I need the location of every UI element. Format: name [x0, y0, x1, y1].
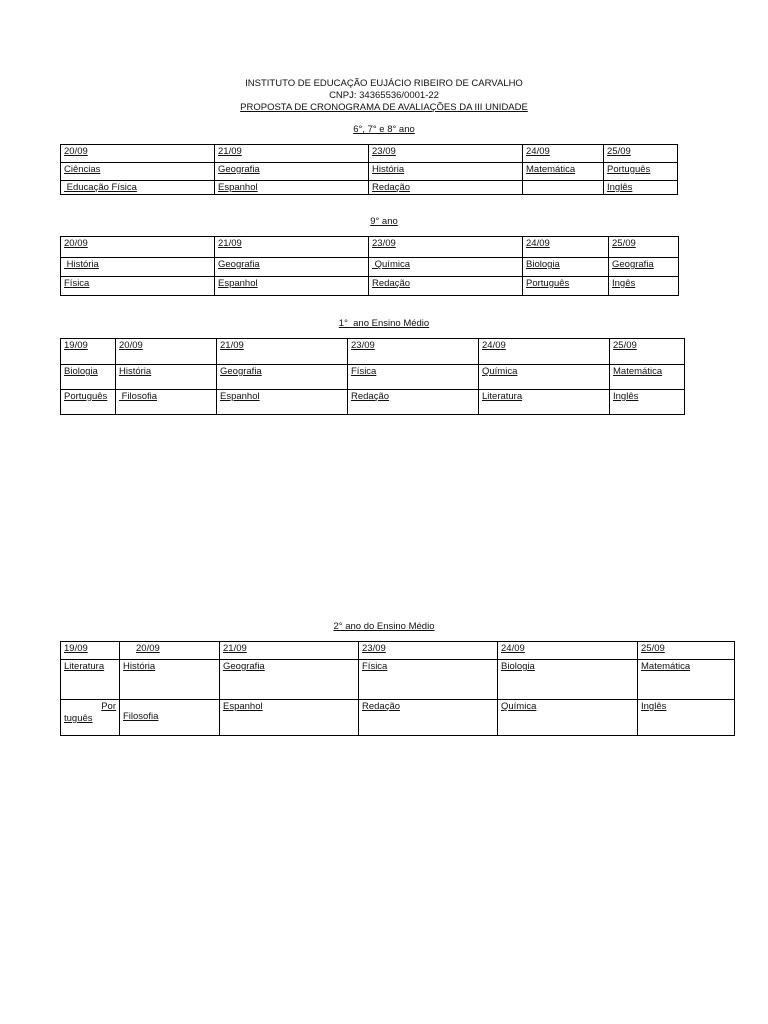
- schedule-table-2-em: [60, 641, 735, 736]
- date-cell: 23/09: [369, 145, 523, 163]
- date-cell: 25/09: [610, 339, 685, 365]
- date-cell: 21/09: [220, 642, 359, 660]
- date-cell: 19/09: [61, 642, 120, 660]
- subject-cell: Química: [479, 365, 610, 390]
- subject-cell: Filosofia: [120, 700, 220, 736]
- subject-cell: Português: [523, 277, 609, 296]
- date-cell: 21/09: [217, 339, 348, 365]
- subject-cell: Geografia: [217, 365, 348, 390]
- caption-6-7-8-ano: 6°, 7° e 8° ano: [353, 124, 415, 135]
- table-row: [61, 258, 679, 277]
- subject-cell: Espanhol: [215, 181, 369, 195]
- date-cell: 24/09: [523, 237, 609, 258]
- table-row: [61, 365, 685, 390]
- subject-cell: Português: [61, 390, 116, 415]
- date-cell: 23/09: [348, 339, 479, 365]
- institution-name: INSTITUTO DE EDUCAÇÃO EUJÁCIO RIBEIRO DE CARVALHO: [245, 78, 523, 89]
- subject-cell: Matemática: [638, 660, 735, 700]
- subject-cell: História: [120, 660, 220, 700]
- subject-cell: [523, 181, 604, 195]
- subject-cell: Redação: [359, 700, 498, 736]
- subject-cell: Biologia: [61, 365, 116, 390]
- date-cell: 25/09: [638, 642, 735, 660]
- date-cell: 21/09: [215, 145, 369, 163]
- date-cell: 23/09: [359, 642, 498, 660]
- date-cell: 25/09: [604, 145, 678, 163]
- subject-cell: Geografia: [215, 163, 369, 181]
- date-cell: 20/09: [61, 145, 215, 163]
- table-row: [61, 163, 678, 181]
- table-row: [61, 339, 685, 365]
- subject-cell: Inglês: [610, 390, 685, 415]
- subject-cell: Filosofia: [116, 390, 217, 415]
- date-cell: 20/09: [116, 339, 217, 365]
- subject-cell: [61, 700, 120, 736]
- table-row: [61, 390, 685, 415]
- document-header: [0, 78, 768, 114]
- table-row: [61, 660, 735, 700]
- date-cell: 25/09: [609, 237, 679, 258]
- subject-cell: Redação: [369, 277, 523, 296]
- date-cell: 20/09: [120, 642, 220, 660]
- subject-cell: Biologia: [523, 258, 609, 277]
- cnpj: CNPJ: 34365536/0001-22: [329, 90, 439, 101]
- date-cell: 24/09: [523, 145, 604, 163]
- subject-cell: Literatura: [61, 660, 120, 700]
- date-cell: 20/09: [61, 237, 215, 258]
- date-cell: 23/09: [369, 237, 523, 258]
- date-cell: 21/09: [215, 237, 369, 258]
- subject-cell: Biologia: [498, 660, 638, 700]
- subject-cell: Educação Física: [61, 181, 215, 195]
- subject-cell: Inglês: [638, 700, 735, 736]
- subject-cell-part: Por: [101, 701, 116, 712]
- caption-1-ano-em: 1° ano Ensino Médio: [338, 318, 430, 329]
- subject-cell: Espanhol: [220, 700, 359, 736]
- table-row: [61, 145, 678, 163]
- table-row: [61, 700, 735, 736]
- subject-cell: Física: [359, 660, 498, 700]
- subject-cell: Geografia: [609, 258, 679, 277]
- subject-cell: Literatura: [479, 390, 610, 415]
- table-row: [61, 642, 735, 660]
- subject-cell: Espanhol: [215, 277, 369, 296]
- subject-cell: Redação: [348, 390, 479, 415]
- subject-cell: Matemática: [610, 365, 685, 390]
- subject-cell: Química: [498, 700, 638, 736]
- subject-cell: Química: [369, 258, 523, 277]
- subject-cell: Espanhol: [217, 390, 348, 415]
- caption-9-ano: 9° ano: [370, 216, 398, 227]
- subject-cell: Ingês: [609, 277, 679, 296]
- subject-cell: Ciências: [61, 163, 215, 181]
- schedule-table-6-7-8: [60, 144, 678, 195]
- subject-cell: Física: [61, 277, 215, 296]
- subject-cell: Geografia: [215, 258, 369, 277]
- subject-cell: Inglês: [604, 181, 678, 195]
- subject-cell-part: tuguês: [64, 713, 93, 724]
- subject-cell: Matemática: [523, 163, 604, 181]
- table-row: [61, 237, 679, 258]
- date-cell: 24/09: [498, 642, 638, 660]
- date-cell: 24/09: [479, 339, 610, 365]
- table-row: [61, 277, 679, 296]
- subject-cell: Redação: [369, 181, 523, 195]
- schedule-table-1-em: [60, 338, 685, 415]
- date-cell: 19/09: [61, 339, 116, 365]
- document-title: PROPOSTA DE CRONOGRAMA DE AVALIAÇÕES DA III UNIDADE: [240, 102, 528, 113]
- subject-cell: História: [61, 258, 215, 277]
- table-row: [61, 181, 678, 195]
- schedule-table-9: [60, 236, 679, 296]
- caption-2-ano-em: 2° ano do Ensino Médio: [333, 621, 435, 632]
- subject-cell: Física: [348, 365, 479, 390]
- subject-cell: História: [369, 163, 523, 181]
- subject-cell: História: [116, 365, 217, 390]
- subject-cell: Geografia: [220, 660, 359, 700]
- subject-cell: Português: [604, 163, 678, 181]
